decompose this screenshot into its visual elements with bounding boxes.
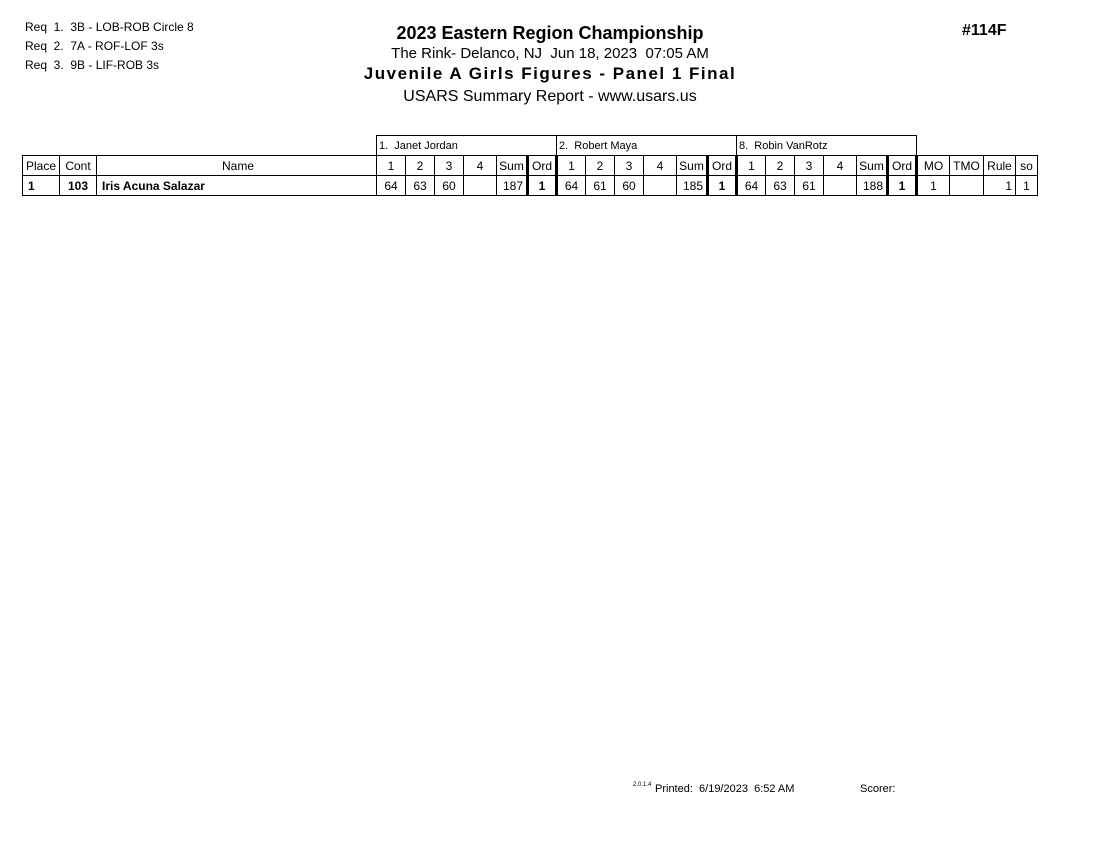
j1-score4-cell bbox=[464, 176, 497, 196]
col-header-j1-s3: 3 bbox=[435, 156, 464, 176]
col-header-j2-ord: Ord bbox=[708, 156, 737, 176]
j3-score4-cell bbox=[824, 176, 857, 196]
mo-cell: 1 bbox=[917, 176, 950, 196]
judge-header-2: 2. Robert Maya bbox=[557, 136, 737, 156]
report-subtitle: USARS Summary Report - www.usars.us bbox=[403, 88, 697, 105]
j3-score3-cell: 61 bbox=[795, 176, 824, 196]
col-header-j1-sum: Sum bbox=[497, 156, 528, 176]
j1-ord-cell: 1 bbox=[528, 176, 557, 196]
name-cell: Iris Acuna Salazar bbox=[97, 176, 377, 196]
place-cell: 1 bbox=[23, 176, 60, 196]
doc-number: #114F bbox=[962, 22, 1007, 39]
judges-row-spacer-left bbox=[23, 136, 377, 156]
col-header-rule: Rule bbox=[984, 156, 1016, 176]
col-header-j2-s2: 2 bbox=[586, 156, 615, 176]
col-header-j2-sum: Sum bbox=[677, 156, 708, 176]
results-table bbox=[22, 135, 1038, 196]
j2-sum-cell: 185 bbox=[677, 176, 708, 196]
judges-header-row bbox=[23, 136, 1038, 156]
col-header-place: Place bbox=[23, 156, 60, 176]
col-header-j1-s4: 4 bbox=[464, 156, 497, 176]
judges-row-spacer-right bbox=[917, 136, 1038, 156]
j3-sum-cell: 188 bbox=[857, 176, 888, 196]
cont-cell: 103 bbox=[60, 176, 97, 196]
col-header-j1-s1: 1 bbox=[377, 156, 406, 176]
col-header-j3-s1: 1 bbox=[737, 156, 766, 176]
j1-sum-cell: 187 bbox=[497, 176, 528, 196]
col-header-j2-s4: 4 bbox=[644, 156, 677, 176]
col-header-tmo: TMO bbox=[950, 156, 984, 176]
result-row bbox=[23, 176, 1038, 196]
venue-datetime-line: The Rink- Delanco, NJ Jun 18, 2023 07:05 AM bbox=[391, 45, 709, 62]
col-header-cont: Cont bbox=[60, 156, 97, 176]
software-version-text: 2.0.1.4 bbox=[633, 782, 652, 788]
report-title: 2023 Eastern Region Championship bbox=[396, 23, 704, 43]
j2-score2-cell: 61 bbox=[586, 176, 615, 196]
col-header-so: so bbox=[1016, 156, 1038, 176]
col-header-j2-s3: 3 bbox=[615, 156, 644, 176]
requirement-line-2: Req 2. 7A - ROF-LOF 3s bbox=[25, 39, 164, 53]
event-title: Juvenile A Girls Figures - Panel 1 Final bbox=[363, 64, 737, 83]
j1-score3-cell: 60 bbox=[435, 176, 464, 196]
col-header-j3-ord: Ord bbox=[888, 156, 917, 176]
j2-score3-cell: 60 bbox=[615, 176, 644, 196]
column-header-row bbox=[23, 156, 1038, 176]
j3-score1-cell: 64 bbox=[737, 176, 766, 196]
col-header-j1-ord: Ord bbox=[528, 156, 557, 176]
so-cell: 1 bbox=[1016, 176, 1038, 196]
j2-ord-cell: 1 bbox=[708, 176, 737, 196]
j3-ord-cell: 1 bbox=[888, 176, 917, 196]
rule-cell: 1 bbox=[984, 176, 1016, 196]
judge-header-1: 1. Janet Jordan bbox=[377, 136, 557, 156]
col-header-j3-s2: 2 bbox=[766, 156, 795, 176]
j1-score1-cell: 64 bbox=[377, 176, 406, 196]
j2-score4-cell bbox=[644, 176, 677, 196]
col-header-j1-s2: 2 bbox=[406, 156, 435, 176]
requirement-line-3: Req 3. 9B - LIF-ROB 3s bbox=[25, 58, 160, 72]
col-header-j3-sum: Sum bbox=[857, 156, 888, 176]
tmo-cell bbox=[950, 176, 984, 196]
col-header-j3-s3: 3 bbox=[795, 156, 824, 176]
col-header-name: Name bbox=[97, 156, 377, 176]
printed-timestamp: Printed: 6/19/2023 6:52 AM bbox=[655, 783, 795, 795]
col-header-j2-s1: 1 bbox=[557, 156, 586, 176]
col-header-mo: MO bbox=[917, 156, 950, 176]
judge-header-3: 8. Robin VanRotz bbox=[737, 136, 917, 156]
col-header-j3-s4: 4 bbox=[824, 156, 857, 176]
scorer-label: Scorer: bbox=[860, 783, 896, 795]
j1-score2-cell: 63 bbox=[406, 176, 435, 196]
j3-score2-cell: 63 bbox=[766, 176, 795, 196]
j2-score1-cell: 64 bbox=[557, 176, 586, 196]
requirement-line-1: Req 1. 3B - LOB-ROB Circle 8 bbox=[25, 20, 194, 34]
